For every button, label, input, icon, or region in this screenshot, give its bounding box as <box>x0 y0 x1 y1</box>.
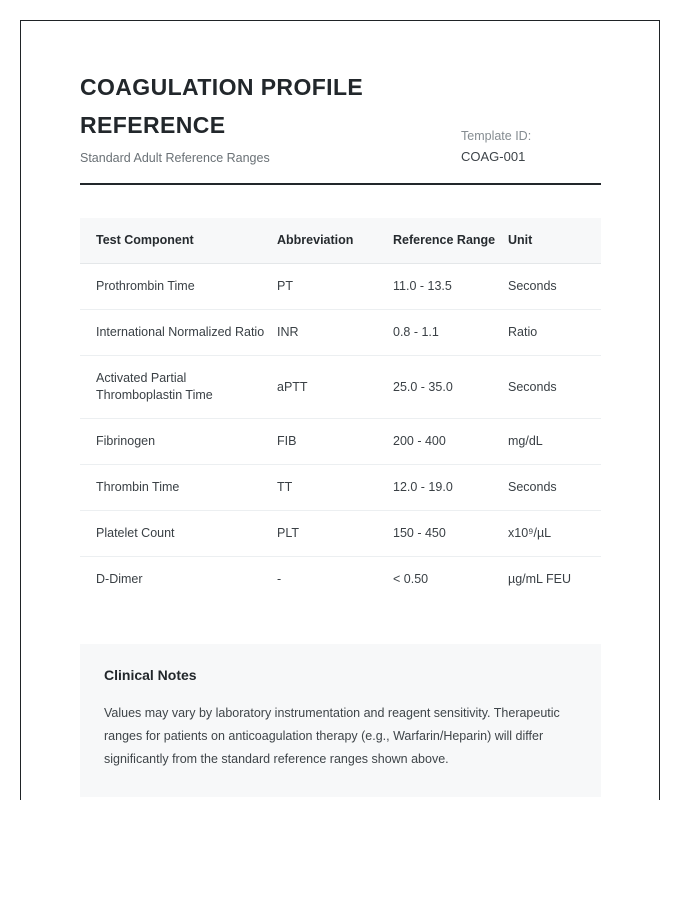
table-row <box>80 264 601 310</box>
table-row <box>80 419 601 465</box>
cell-reference-range: 12.0 - 19.0 <box>393 465 508 511</box>
table-header <box>80 218 601 264</box>
document-content <box>80 0 601 797</box>
page-bottom-bleed <box>19 800 663 814</box>
cell-test-component: Activated Partial Thromboplastin Time <box>80 356 277 419</box>
table-header-row <box>80 218 601 264</box>
clinical-notes-title: Clinical Notes <box>104 667 197 683</box>
cell-unit: mg/dL <box>508 419 601 465</box>
cell-abbreviation: - <box>277 572 282 586</box>
table-row <box>80 465 601 511</box>
cell-test-component: Fibrinogen <box>80 419 277 465</box>
cell-test-component: International Normalized Ratio <box>80 310 277 356</box>
cell-reference-range: 25.0 - 35.0 <box>393 356 508 419</box>
page-title: COAGULATION PROFILE REFERENCE <box>80 74 364 138</box>
cell-reference-range: 11.0 - 13.5 <box>393 264 508 310</box>
table-row <box>80 511 601 557</box>
cell-abbreviation: PLT <box>277 511 393 557</box>
cell-test-component: D-Dimer <box>96 572 143 586</box>
cell-reference-range: < 0.50 <box>393 572 429 586</box>
cell-test-component: Thrombin Time <box>80 465 277 511</box>
template-id-value: COAG-001 <box>461 149 526 164</box>
table-row <box>80 356 601 419</box>
cell-reference-range: 0.8 - 1.1 <box>393 310 508 356</box>
clinical-notes-body: Values may vary by laboratory instrumentation and reagent sensitivity. Therapeutic ranges for patients on anticoagulation therapy (e.g., Warfarin/Heparin) will differ significantly from the standard reference ranges shown above. <box>104 706 560 766</box>
cell-reference-range: 150 - 450 <box>393 511 508 557</box>
cell-abbreviation: aPTT <box>277 356 393 419</box>
cell-test-component: Platelet Count <box>80 511 277 557</box>
clinical-notes-panel <box>80 644 601 797</box>
cell-abbreviation: INR <box>277 310 393 356</box>
table-row <box>80 557 601 603</box>
template-id-block <box>461 126 601 168</box>
column-header-test-component: Test Component <box>80 218 277 264</box>
cell-unit: Seconds <box>508 356 601 419</box>
cell-abbreviation: FIB <box>277 419 393 465</box>
cell-reference-range: 200 - 400 <box>393 419 508 465</box>
column-header-unit: Unit <box>508 218 601 264</box>
cell-unit: Seconds <box>508 264 601 310</box>
page-subtitle: Standard Adult Reference Ranges <box>80 151 270 165</box>
cell-unit: Seconds <box>508 465 601 511</box>
document-header <box>80 0 601 185</box>
cell-unit: Ratio <box>508 310 601 356</box>
cell-abbreviation: PT <box>277 264 393 310</box>
title-block <box>80 68 410 166</box>
column-header-reference-range: Reference Range <box>393 218 508 264</box>
cell-unit: x10⁹/µL <box>508 511 601 557</box>
table-body <box>80 264 601 603</box>
template-id-label: Template ID: <box>461 129 532 143</box>
cell-unit: µg/mL FEU <box>508 572 572 586</box>
column-header-abbreviation: Abbreviation <box>277 218 393 264</box>
cell-abbreviation: TT <box>277 465 393 511</box>
reference-range-table <box>80 218 601 602</box>
table-row <box>80 310 601 356</box>
header-divider <box>80 183 601 185</box>
cell-test-component: Prothrombin Time <box>80 264 277 310</box>
